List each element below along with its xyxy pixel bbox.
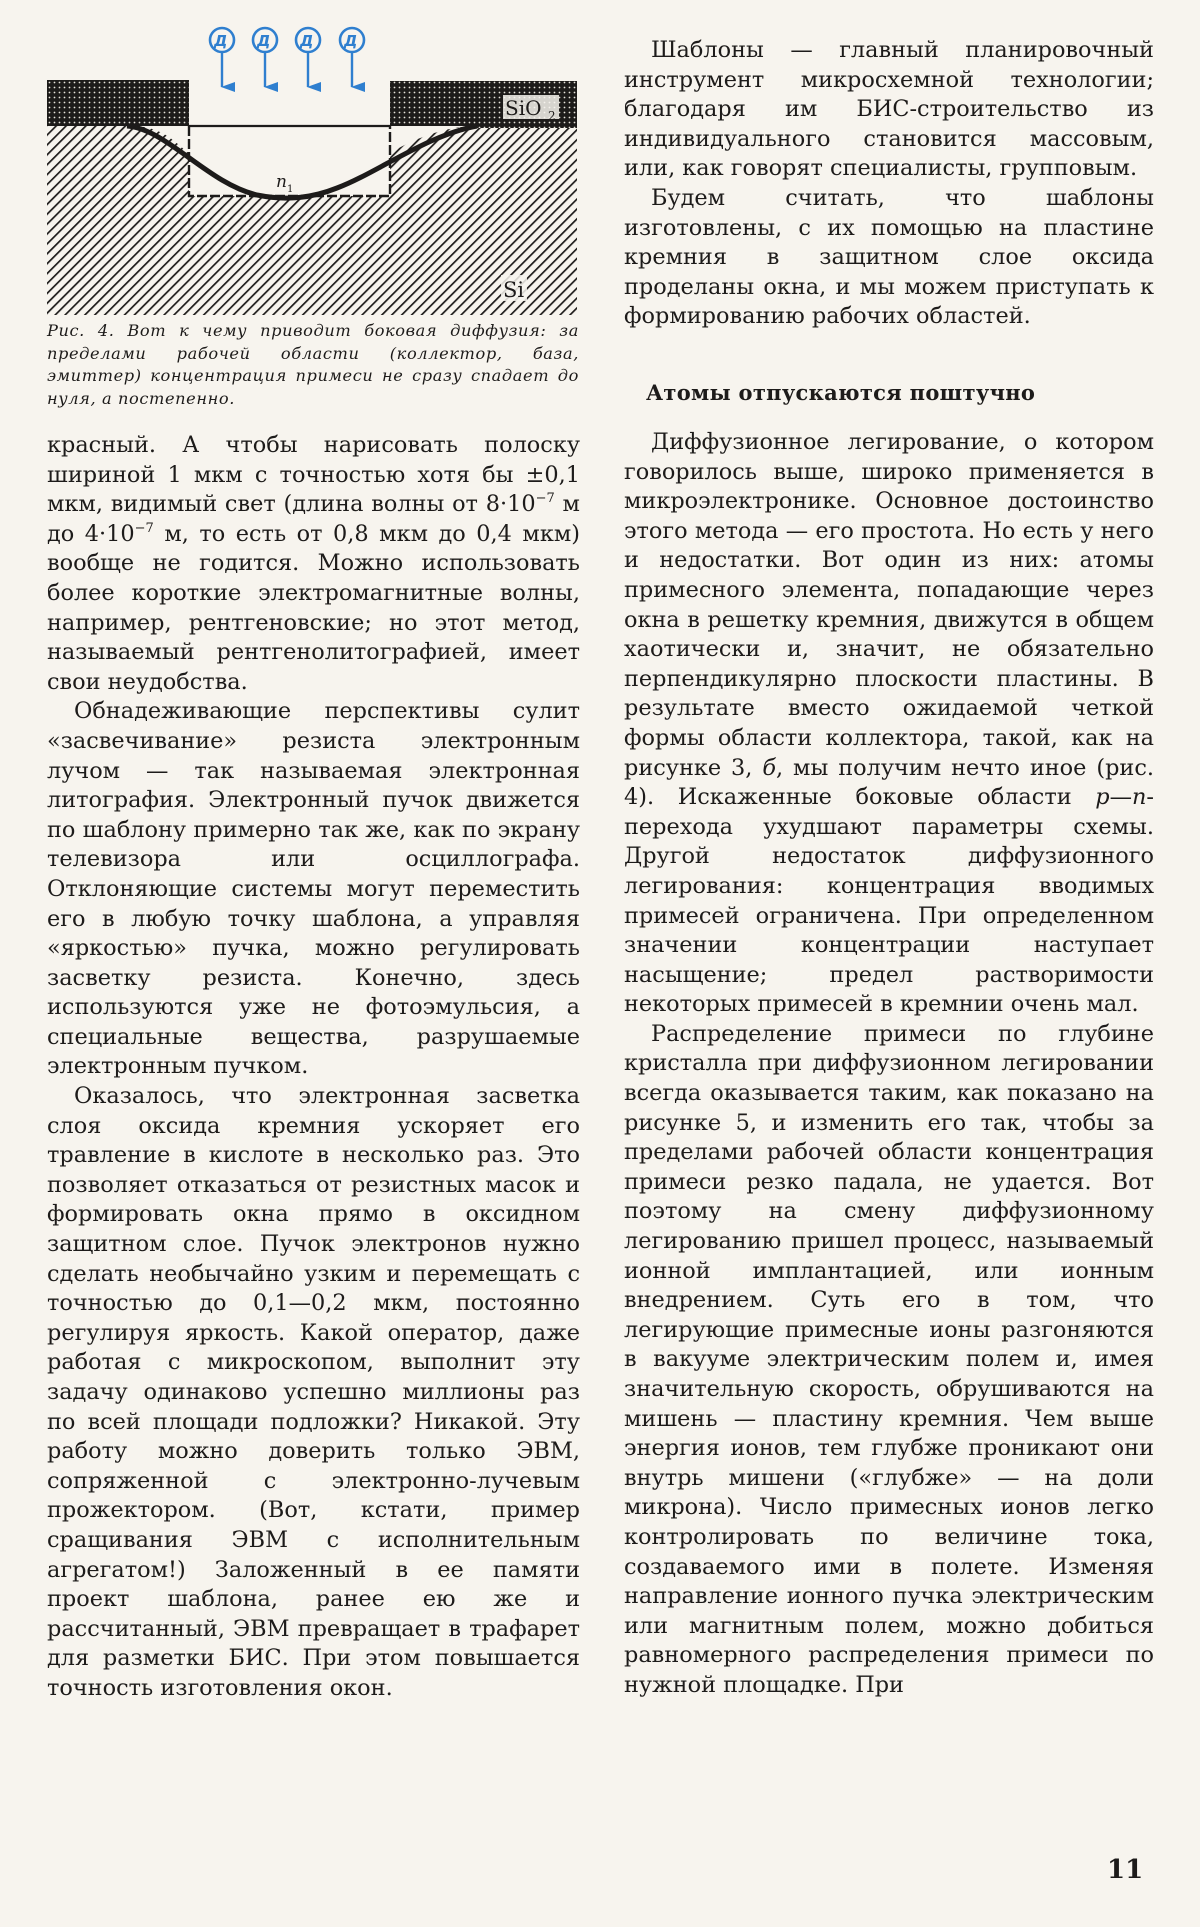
figure-4-diagram (47, 25, 577, 317)
svg-text:Si: Si (503, 278, 525, 302)
right-column-intro (624, 36, 1154, 332)
svg-text:1: 1 (287, 184, 294, 195)
svg-text:Д: Д (344, 32, 358, 50)
svg-text:SiO: SiO (505, 96, 542, 120)
paragraph: Обнадеживающие перспективы сулит «засвечивание» резиста электронным лучом — так называемая электронная литография. Электронный пучок движется по шаблону примерно так же, как по экрану телевизора или осциллографа. Отклоняющие системы могут переместить его в любую точку шаблона, а управляя «яркостью» пучка, можно регулировать засветку резиста. Конечно, здесь используются уже не фотоэмульсия, а специальные вещества, разрушаемые электронным пучком. (47, 698, 580, 1080)
svg-text:n: n (276, 172, 287, 192)
svg-text:2: 2 (548, 109, 556, 123)
dopant-arrow-2 (253, 28, 277, 87)
dopant-arrow-1 (210, 28, 234, 87)
section-heading: Атомы отпускаются поштучно (646, 380, 1036, 405)
paragraph: красный. А чтобы нарисовать полоску шириной 1 мкм с точностью хотя бы ±0,1 мкм, видимый свет (длина волны от $8\cdot 10^{-7}$ м до $4\cdot 10^{-7}$ м, то есть от 0,8 мкм до 0,4 мкм) вообще не годится. Можно использовать более короткие электромагнитные волны, например, рентгеновские; но этот метод, называемый рентгенолитографией, имеет свои неудобства. (47, 432, 580, 695)
figure-caption-label: Рис. 4. (47, 321, 115, 340)
paragraph: Распределение примеси по глубине кристалла при диффузионном легировании всегда оказывается таким, как показано на рисунке 5, и изменить его так, чтобы за пределами рабочей области концентрация примеси резко падала, не удается. Вот поэтому на смену диффузионному легированию пришел процесс, называемый ионной имплантацией, или ионным внедрением. Суть его в том, что легирующие примесные ионы разгоняются в вакууме электрическим полем и, имея значительную скорость, обрушиваются на мишень — пластину кремния. Чем выше энергия ионов, тем глубже проникают они внутрь мишени («глубже» — на доли микрона). Число примесных ионов легко контролировать по величине тока, создаваемого ими в полете. Изменяя направление ионного пучка электрическим или магнитным полем, можно добиться равномерного распределения примеси по нужной площадке. При (624, 1020, 1154, 1698)
dopant-arrow-4 (340, 28, 364, 87)
paragraph: Шаблоны — главный планировочный инструмент микросхемной технологии; благодаря им БИС-строительство из индивидуального становится массовым, или, как говорят специалисты, групповым. (624, 37, 1154, 182)
dopant-arrows (210, 28, 364, 87)
paragraph: Диффузионное легирование, о котором говорилось выше, широко применяется в микроэлектронике. Основное достоинство этого метода — его простота. Но есть у него и недостатки. Вот один из них: атомы примесного элемента, попадающие через окна в решетку кремния, движутся в общем хаотически и, значит, не обязательно перпендикулярно плоскости пластины. В результате вместо ожидаемой четкой формы области коллектора, такой, как на рисунке 3, б, мы получим нечто иное (рис. 4). Искаженные боковые области p—n-перехода ухудшают параметры схемы. Другой недостаток диффузионного легирования: концентрация вводимых примесей ограничена. При определенном значении концентрации наступает насыщение; предел растворимости некоторых примесей в кремнии очень мал. (624, 429, 1154, 1018)
figure-caption-text: Вот к чему приводит боковая диффузия: за пределами рабочей области (коллектор, база, эмиттер) концентрация примеси не сразу спадает до нуля, а постепенно. (47, 321, 579, 408)
substrate-label (501, 275, 527, 302)
paragraph: Оказалось, что электронная засветка слоя оксида кремния ускоряет его травление в кислоте в несколько раз. Это позволяет отказаться от резистных масок и формировать окна прямо в оксидном защитном слое. Пучок электронов нужно сделать необычайно узким и перемещать с точностью до 0,1—0,2 мкм, постоянно регулируя яркость. Какой оператор, даже работая с микроскопом, выполнит эту задачу одинаково успешно миллионы раз по всей площади подложки? Никакой. Эту работу можно доверить только ЭВМ, сопряженной с электронно-лучевым прожектором. (Вот, кстати, пример сращивания ЭВМ с исполнительным агрегатом!) Заложенный в ее памяти проект шаблона, ранее ею же и рассчитанный, ЭВМ превращает в трафарет для разметки БИС. При этом повышается точность изготовления окон. (47, 1083, 580, 1701)
svg-text:Д: Д (214, 32, 228, 50)
right-column-section (624, 428, 1154, 1701)
page-number: 11 (1107, 1855, 1144, 1885)
paragraph: Будем считать, что шаблоны изготовлены, с их помощью на пластине кремния в защитном слое оксида проделаны окна, и мы можем приступать к формированию рабочих областей. (624, 184, 1154, 330)
svg-text:Д: Д (257, 32, 271, 50)
oxide-layer-left (47, 80, 189, 126)
left-column (47, 431, 580, 1704)
oxide-label (503, 95, 559, 123)
figure-caption (47, 320, 579, 410)
lateral-diffusion-diagram (47, 25, 577, 317)
dopant-arrow-3 (296, 28, 320, 87)
svg-text:Д: Д (300, 32, 314, 50)
